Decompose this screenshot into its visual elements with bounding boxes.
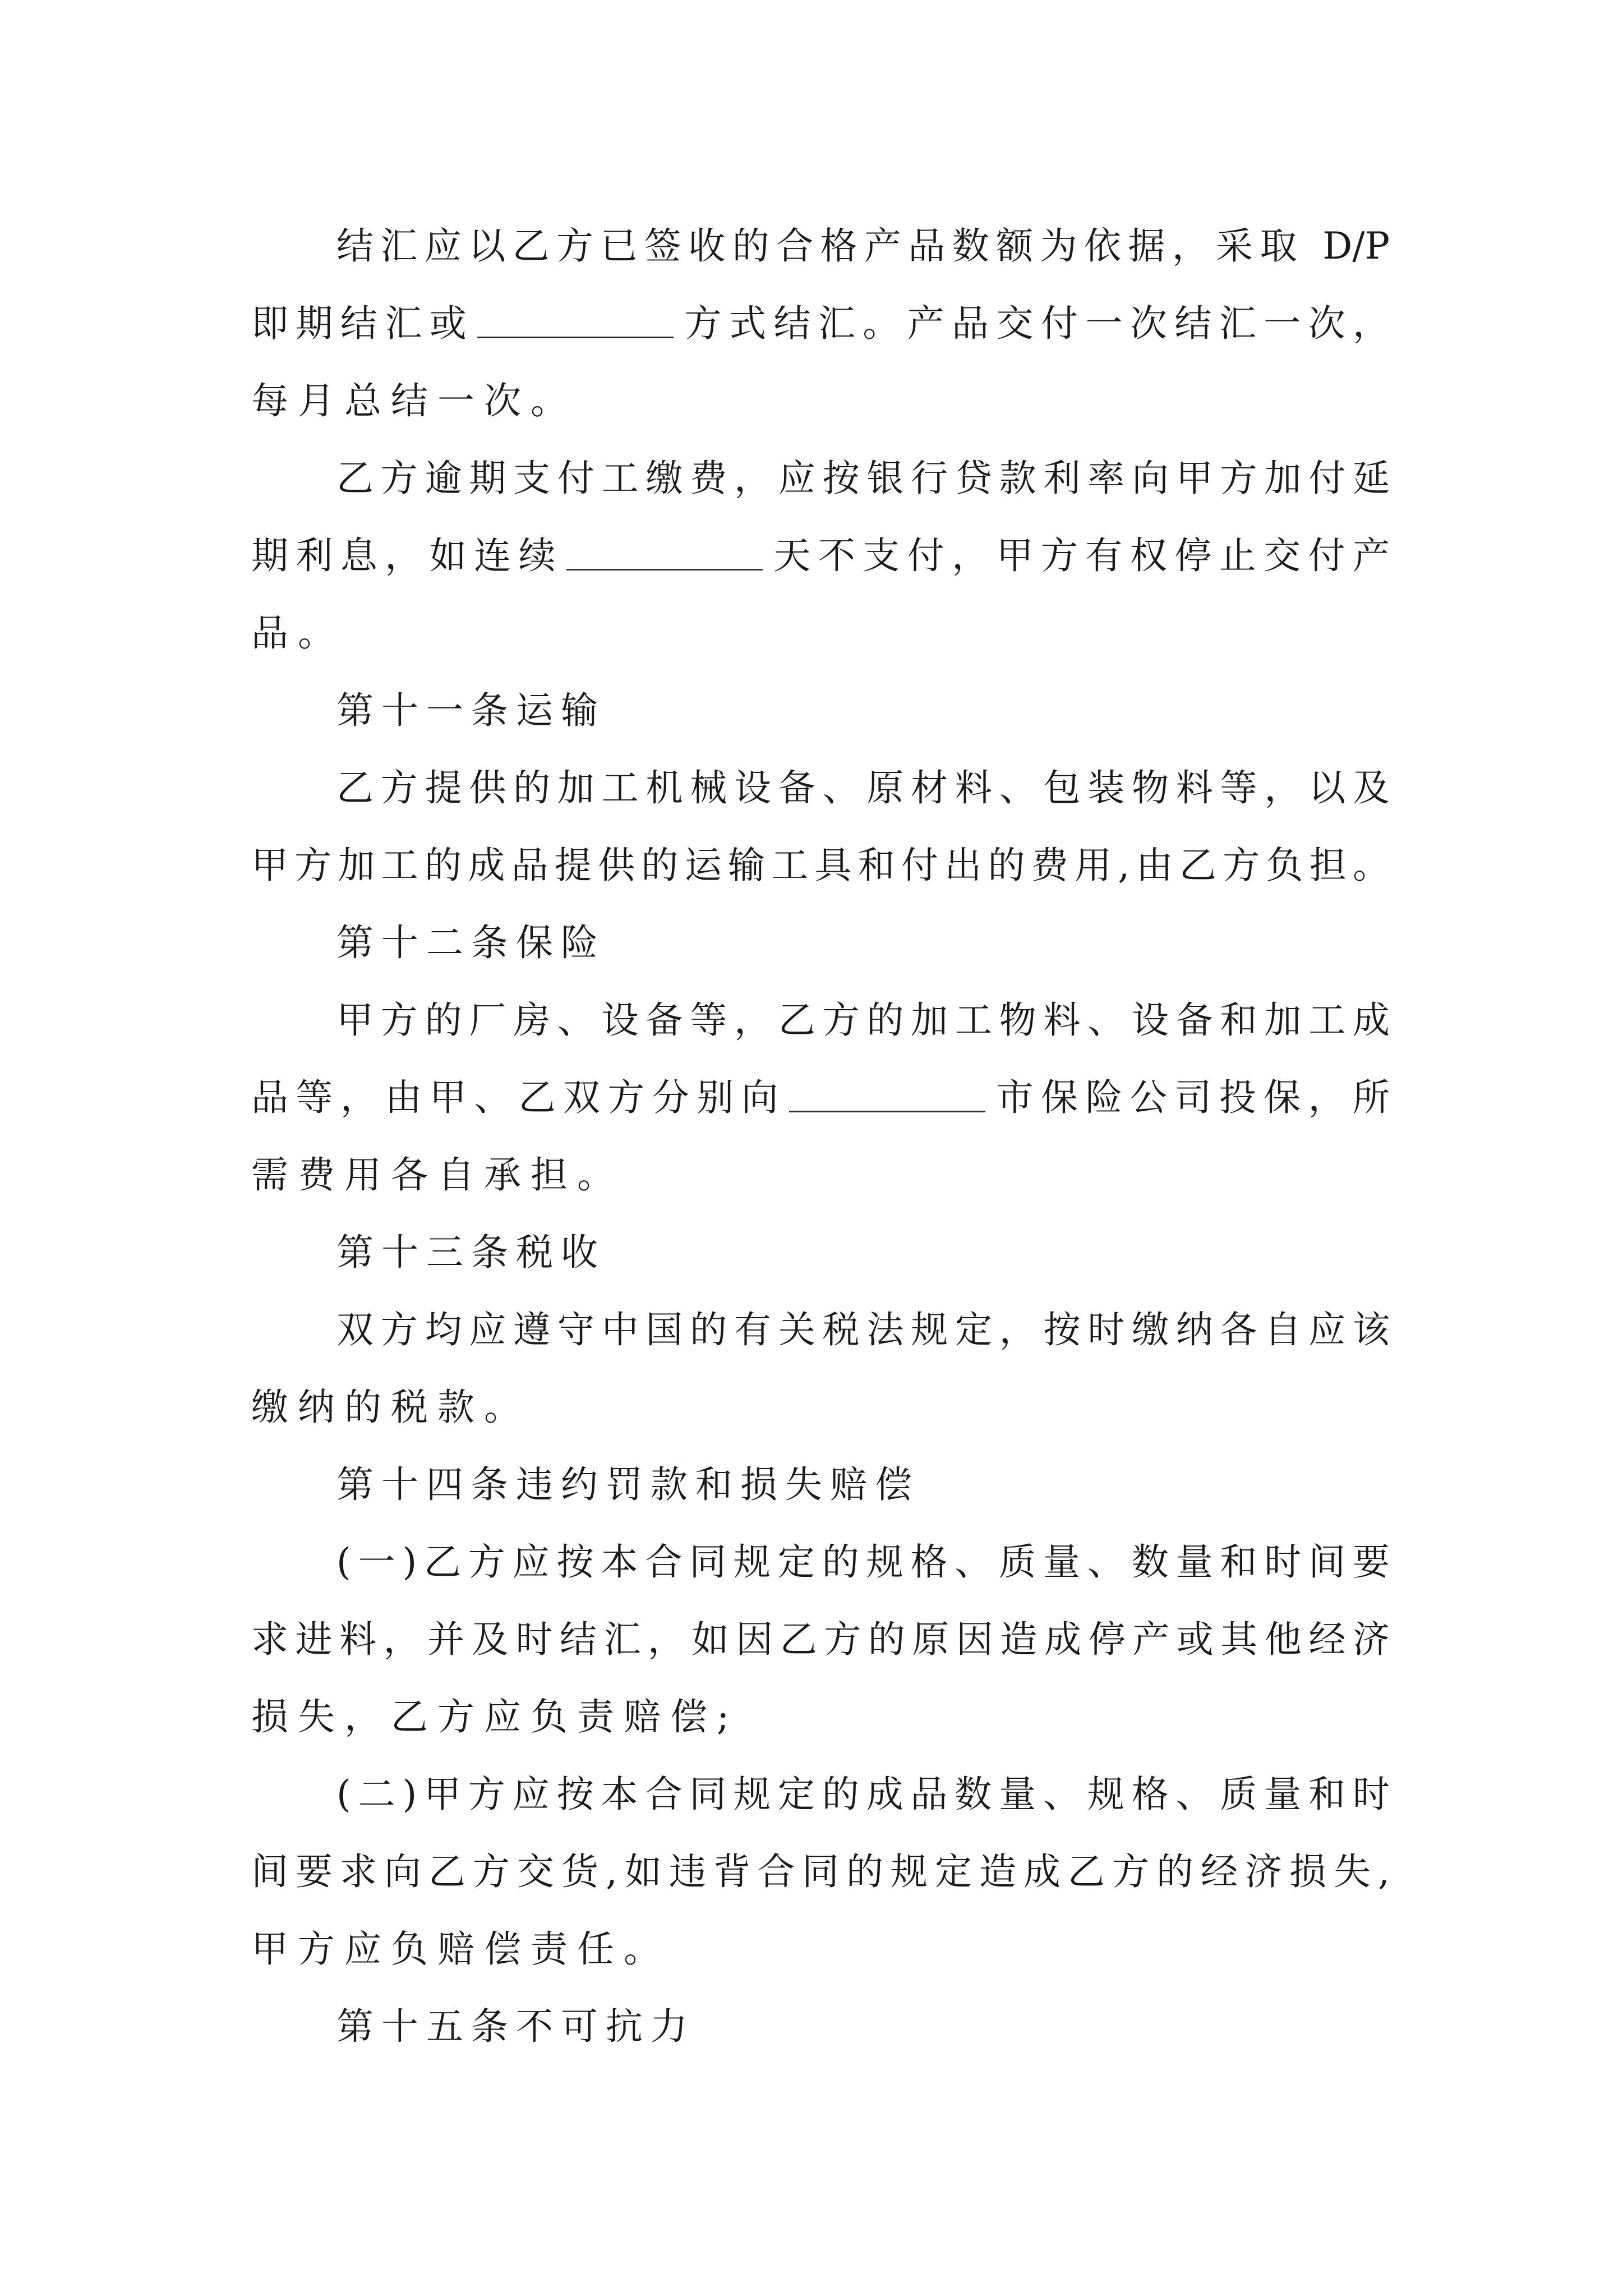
paragraph-line [251,1601,1390,1678]
paragraph-line [251,285,1390,362]
text-span: 双方均应遵守中国的有关税法规定，按时缴纳各自应该 [336,1308,1390,1351]
text-span: 间要求向乙方交货,如违背合同的规定造成乙方的经济损失, [251,1850,1390,1893]
paragraph-line [251,982,1390,1059]
document-body [251,208,1390,2065]
paragraph-line [251,1137,1390,1214]
text-span: 损失，乙方应负责赔偿; [251,1695,739,1738]
section-heading: 第十五条不可抗力 [336,2005,695,2048]
paragraph-line [251,749,1390,827]
text-span: 品。 [251,611,344,655]
text-span: 方式结汇。产品交付一次结汇一次， [677,302,1390,345]
fill-in-blank [566,535,763,570]
paragraph-line [251,1678,1390,1756]
text-span: 结汇应以乙方已签收的合格产品数额为依据，采取 D/P [336,224,1390,268]
text-span: 乙方提供的加工机械设备、原材料、包装物料等，以及 [336,766,1390,809]
paragraph-line [251,827,1390,904]
paragraph-line [251,208,1390,285]
section-heading: 第十二条保险 [336,921,606,964]
text-span: 天不支付，甲方有权停止交付产 [766,534,1390,577]
paragraph-line [251,1369,1390,1446]
text-span: 期利息，如连续 [251,534,563,577]
text-span: 甲方应负赔偿责任。 [251,1927,670,1971]
paragraph-line [251,1291,1390,1369]
text-span: 甲方加工的成品提供的运输工具和付出的费用,由乙方负担。 [251,844,1390,887]
text-span: (二)甲方应按本合同规定的成品数量、规格、质量和时 [336,1773,1390,1816]
fill-in-blank [789,1077,985,1112]
paragraph-line [251,595,1390,672]
paragraph-line [251,440,1390,517]
text-span: 即期结汇或 [251,302,474,345]
paragraph-line [251,1911,1390,1988]
text-span: 需费用各自承担。 [251,1153,624,1197]
text-span: 乙方逾期支付工缴费，应按银行贷款利率向甲方加付延 [336,457,1390,500]
section-heading: 第十四条违约罚款和损失赔偿 [336,1463,920,1506]
text-span: 市保险公司投保，所 [989,1076,1390,1119]
text-span: 甲方的厂房、设备等，乙方的加工物料、设备和加工成 [336,999,1390,1042]
text-span: (一)乙方应按本合同规定的规格、质量、数量和时间要 [336,1540,1390,1584]
text-span: 求进料，并及时结汇，如因乙方的原因造成停产或其他经济 [251,1618,1390,1661]
fill-in-blank [477,303,674,338]
paragraph-line [251,1524,1390,1601]
paragraph-line [251,362,1390,440]
paragraph-line [251,1833,1390,1911]
text-span: 缴纳的税款。 [251,1386,531,1429]
section-heading: 第十一条运输 [336,689,606,732]
section-heading: 第十三条税收 [336,1231,606,1274]
paragraph-line [251,1059,1390,1137]
paragraph-line [251,1756,1390,1833]
text-span: 品等，由甲、乙双方分别向 [251,1076,786,1119]
paragraph-line [251,517,1390,595]
text-span: 每月总结一次。 [251,379,577,422]
